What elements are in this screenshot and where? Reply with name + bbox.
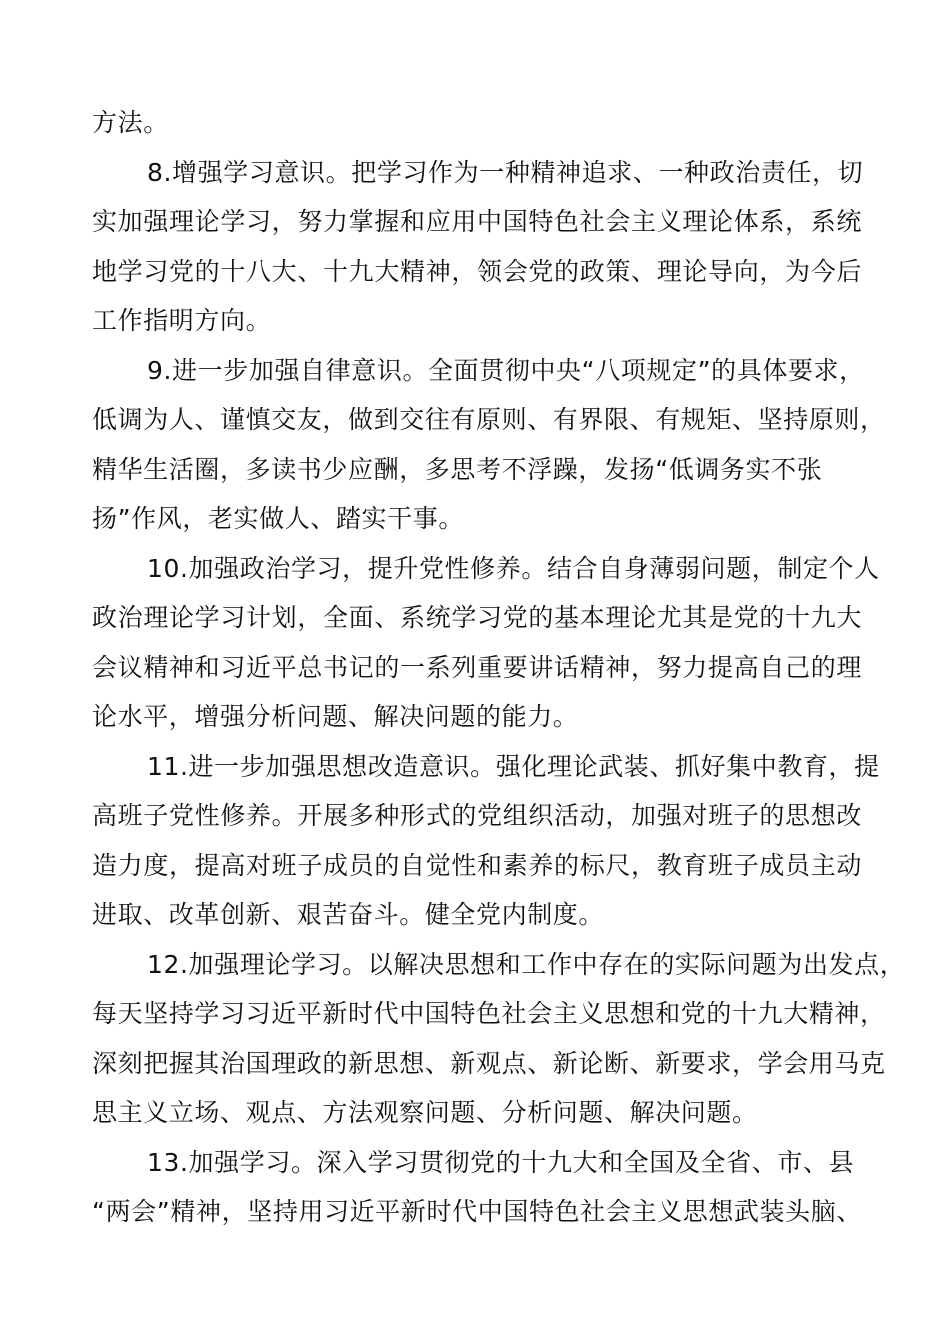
paragraph-10-line-3: 会议精神和习近平总书记的一系列重要讲话精神，努力提高自己的理 — [92, 652, 862, 682]
paragraph-8-line-2: 实加强理论学习，努力掌握和应用中国特色社会主义理论体系，系统 — [92, 207, 862, 236]
paragraph-12-line-4: 思主义立场、观点、方法观察问题、分析问题、解决问题。 — [92, 1098, 758, 1127]
paragraph-9-line-2: 低调为人、谨慎交友，做到交往有原则、有界限、有规矩、坚持原则， — [92, 405, 886, 434]
paragraph-12-line-2: 每天坚持学习习近平新时代中国特色社会主义思想和党的十九大精神， — [92, 999, 886, 1028]
paragraph-9-line-1: 9.进一步加强自律意识。全面贯彻中央“八项规定”的具体要求， — [147, 355, 865, 385]
paragraph-10-line-1: 10.加强政治学习，提升党性修养。结合自身薄弱问题，制定个人 — [147, 553, 880, 583]
paragraph-13-line-1: 13.加强学习。深入学习贯彻党的十九大和全国及全省、市、县 — [147, 1147, 855, 1177]
paragraph-11-line-1: 11.进一步加强思想改造意识。强化理论武装、抓好集中教育，提 — [147, 751, 880, 781]
paragraph-11-line-2: 高班子党性修养。开展多种形式的党组织活动，加强对班子的思想改 — [92, 801, 862, 830]
paragraph-12-line-1: 12.加强理论学习。以解决思想和工作中存在的实际问题为出发点， — [147, 949, 906, 979]
paragraph-9-line-3: 精华生活圈，多读书少应酬，多思考不浮躁，发扬“低调务实不张 — [92, 454, 823, 484]
paragraph-11-line-3: 造力度，提高对班子成员的自觉性和素养的标尺，教育班子成员主动 — [92, 850, 862, 880]
paragraph-10-line-2: 政治理论学习计划，全面、系统学习党的基本理论尤其是党的十九大 — [92, 603, 862, 632]
paragraph-10-line-4: 论水平，增强分析问题、解决问题的能力。 — [92, 702, 579, 731]
paragraph-12-line-3: 深刻把握其治国理政的新思想、新观点、新论断、新要求，学会用马克 — [92, 1048, 886, 1078]
paragraph-8-line-1: 8.增强学习意识。把学习作为一种精神追求、一种政治责任，切 — [147, 157, 864, 187]
paragraph-11-line-4: 进取、改革创新、艰苦奋斗。健全党内制度。 — [92, 900, 605, 929]
paragraph-13-line-2: “两会”精神，坚持用习近平新时代中国特色社会主义思想武装头脑、 — [92, 1197, 862, 1226]
text-line: 方法。 — [92, 108, 169, 137]
paragraph-8-line-4: 工作指明方向。 — [92, 306, 272, 335]
paragraph-9-line-4: 扬”作风，老实做人、踏实干事。 — [92, 504, 464, 533]
paragraph-8-line-3: 地学习党的十八大、十九大精神，领会党的政策、理论导向，为今后 — [92, 256, 862, 286]
document-page — [92, 98, 906, 1237]
